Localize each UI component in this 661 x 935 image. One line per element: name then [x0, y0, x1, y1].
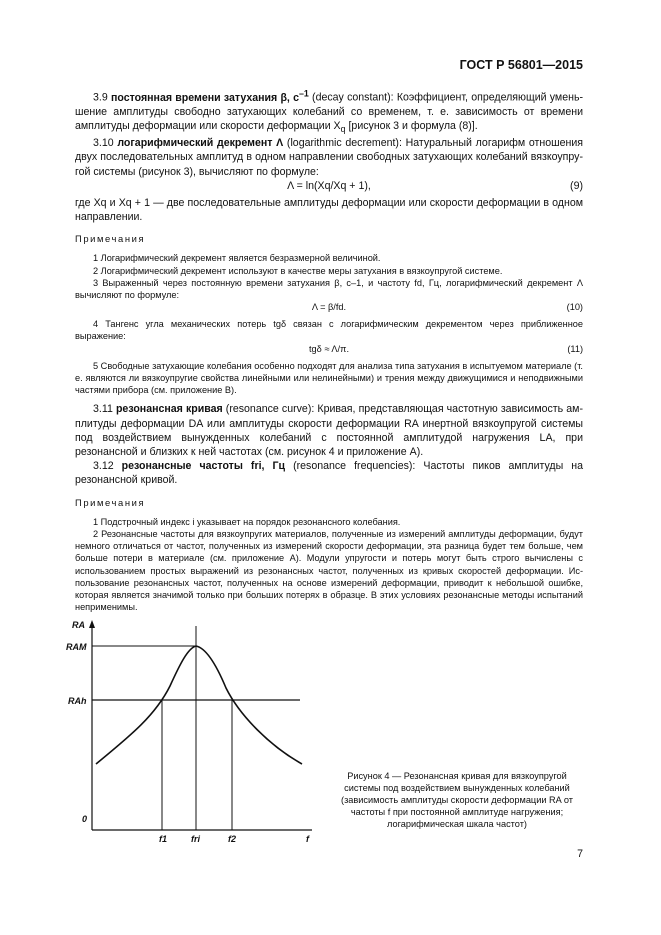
section-3-12	[75, 459, 583, 487]
formula-text: tgδ ≈ Λ/π.	[309, 343, 349, 354]
definition-text: (resonance frequencies): Частоты пиков амплитуды на резонансной кривой.	[75, 460, 584, 487]
formula-10	[75, 301, 583, 318]
definition-end: [рисунок 3 и формула (8)].	[345, 119, 478, 132]
term-resonance-frequencies: резонансные частоты fri, Гц	[121, 460, 286, 473]
term-text: постоянная времени затухания β, с	[110, 91, 299, 104]
f1-tick-label: f1	[159, 834, 168, 844]
definition-text: (decay constant): Коэффициент, определяющий уменьшение амплитуды свободно затухающих колебаний со временем, т. е. зависимость от времени амплитуды деформации или скорости деформации X	[75, 91, 584, 132]
note-1: 1 Логарифмический декремент является безразмерной величиной.	[93, 253, 381, 264]
zero-tick-label: 0	[82, 814, 88, 824]
term-sup: –1	[298, 88, 309, 98]
section-3-11	[75, 402, 583, 459]
x-axis-label: f	[306, 834, 309, 844]
notes-title-2: Примечания	[75, 496, 146, 508]
section-3-9	[75, 86, 583, 136]
formula-number: (10)	[566, 302, 583, 313]
formula-number: (9)	[570, 179, 583, 192]
note-5: 5 Свободные затухающие колебания особенно подходят для анализа типа затухания в испытуемом материале (т. е. являются ли вязкоупругие свойства линейными или нелинейными) и трения между движущимися и неподвижными частями прибора (см. приложение В).	[75, 360, 583, 396]
formula-text: Λ = ln(Xq/Xq + 1),	[287, 179, 371, 192]
term-log-decrement: логарифмический декремент Λ	[117, 137, 284, 150]
notes-block-2	[75, 516, 583, 614]
section-number: 3.11	[93, 403, 116, 416]
document-body	[75, 86, 583, 613]
notes-block-1	[75, 252, 583, 396]
formula-11	[75, 343, 583, 360]
section-number: 3.12	[93, 460, 122, 473]
formula-9-explanation: где Xq и Xq + 1 — две последовательные амплитуды деформации или скорости деформации в одном направлении.	[75, 196, 583, 224]
ram-tick-label: RAM	[66, 642, 87, 652]
section-number: 3.9	[93, 91, 111, 104]
formula-number: (11)	[567, 343, 583, 354]
y-axis-arrow	[89, 620, 95, 628]
note-2: 2 Резонансные частоты для вязкоупругих материалов, полученные из измерений амплитуды деформации, будут немного отличаться от частот, полученных из измерений скорости деформации, эта разница будет тем больше, чем больше потери в материале (см. приложение А). Модули упругости и потерь могут быть строго вычислены с использованием простых выражений из резонансных частот, полученных из кривых скоростей деформации. Использование резонансных частот, полученных на основе измерений деформации, приводит к небольшой ошибке, которая является значимой только при больших потерях в образце. В этих условиях резонансные методы испытаний неприменимы.	[75, 528, 583, 613]
note-1: 1 Подстрочный индекс i указывает на порядок резонансного колебания.	[93, 516, 401, 527]
definition-sub: q	[340, 124, 346, 135]
rah-tick-label: RAh	[68, 696, 87, 706]
definition-text: (logarithmic decrement): Натуральный логарифм отношения двух последовательных амплитуд в одном направлении свободных затухающих колебаний вязкоупругой системы (рисунок 3), вычисляют по формуле:	[75, 137, 584, 178]
note-4: 4 Тангенс угла механических потерь tgδ связан с логарифмическим декрементом через приближенное выражение:	[75, 319, 583, 342]
section-3-10	[75, 136, 583, 179]
formula-9	[75, 179, 583, 196]
y-axis-label: RA	[72, 620, 85, 630]
f2-tick-label: f2	[228, 834, 237, 844]
section-number: 3.10	[93, 137, 118, 150]
resonance-curve-figure	[60, 616, 330, 846]
note-3: 3 Выраженный через постоянную времени затухания β, с–1, и частоту fd, Гц, логарифмический декремент Λ вычисляют по формуле:	[75, 277, 583, 301]
formula-text: Λ = β/fd.	[311, 302, 347, 313]
term-resonance-curve: резонансная кривая	[115, 403, 223, 416]
fri-tick-label: fri	[191, 834, 200, 844]
resonance-curve-diagram	[60, 616, 330, 846]
standard-id: ГОСТ Р 56801—2015	[459, 58, 583, 72]
term-decay-constant	[110, 88, 309, 104]
resonance-curve	[96, 646, 302, 764]
notes-title: Примечания	[75, 233, 146, 245]
definition-text: (resonance curve): Кривая, представляющая частотную зависимость амплитуды деформации DA или амплитуды скорости деформации RA инертной вязкоупругой системы под воздействием вынужденных колебаний с постоянной амплитудой нагружения LA, при резонансной и близких к ней частотах (см. рисунок 4 и приложение А).	[75, 403, 583, 458]
figure-caption: Рисунок 4 — Резонансная кривая для вязкоупругой системы под воздействием вынужденных колебаний (зависимость амплитуды скорости деформации RA от частоты f при постоянной амплитуде нагружения; логарифмическая шкала частот)	[341, 771, 573, 830]
note-2: 2 Логарифмический декремент используют в качестве меры затухания в вязкоупругой системе.	[93, 265, 503, 276]
page-number: 7	[577, 848, 583, 860]
